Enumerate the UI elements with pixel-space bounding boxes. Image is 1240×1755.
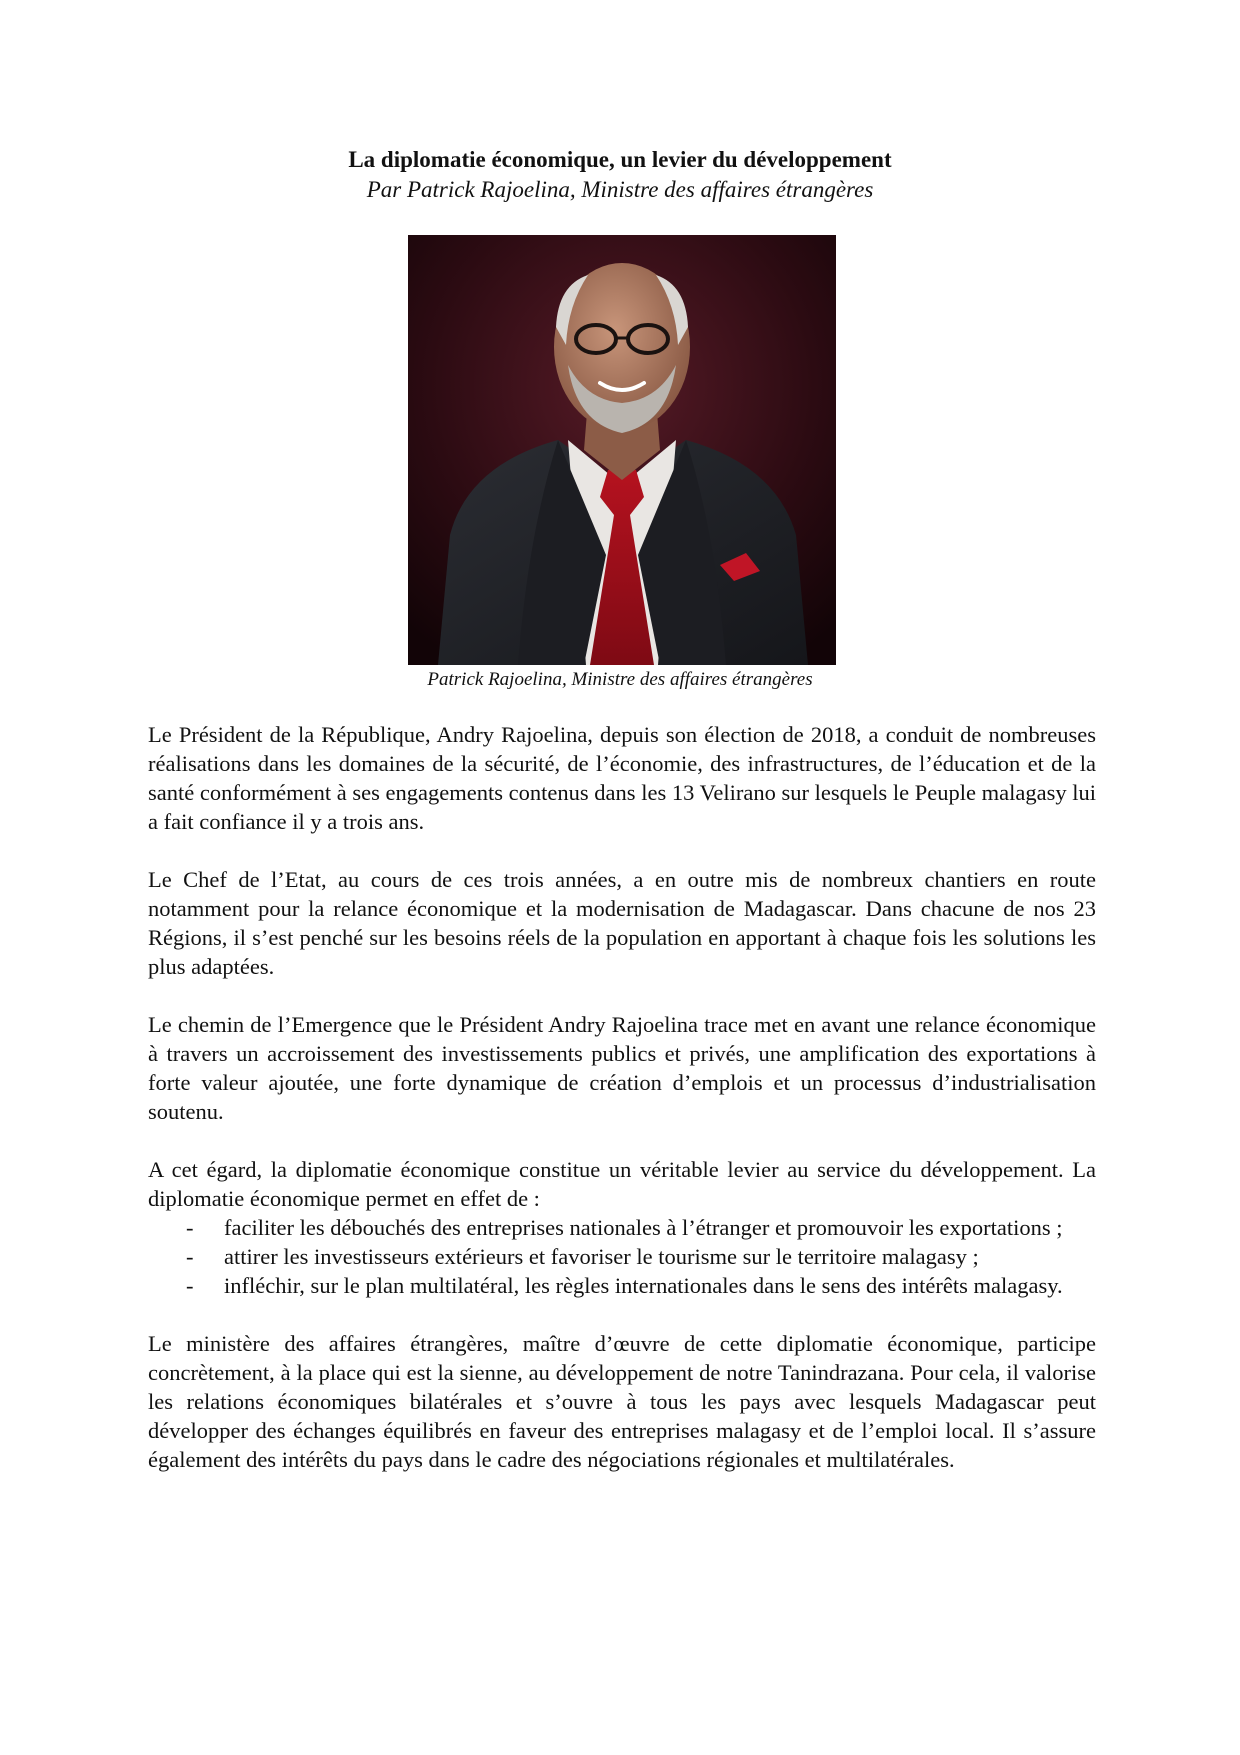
photo-caption: Patrick Rajoelina, Ministre des affaires étrangères (427, 669, 813, 690)
document-byline: Par Patrick Rajoelina, Ministre des affaires étrangères (366, 177, 874, 202)
closing-paragraph: Le ministère des affaires étrangères, maître d’œuvre de cette diplomatie économique, participe concrètement, à la place qui est la sienne, au développement de notre Tanindrazana. Pour cela, il valorise les relations économiques bilatérales et s’ouvre à tous les pays avec lesquels Madagascar peut développer des échanges équilibrés en faveur des entreprises malagasy et de l’emploi local. Il s’assure également des intérêts du pays dans le cadre des négociations régionales et multilatérales. (148, 1331, 1096, 1472)
list-marker: - (186, 1273, 194, 1298)
benefits-list (148, 1213, 1096, 1300)
portrait-photo (408, 235, 836, 665)
list-item (148, 1213, 1096, 1242)
paragraph-1: Le Président de la République, Andry Rajoelina, depuis son élection de 2018, a conduit de nombreuses réalisations dans les domaines de la sécurité, de l’économie, des infrastructures, de l’éducation et de la santé conformément à ses engagements contenus dans les 13 Velirano sur lesquels le Peuple malagasy lui a fait confiance il y a trois ans. (148, 722, 1096, 834)
paragraph-3: Le chemin de l’Emergence que le Président Andry Rajoelina trace met en avant une relance économique à travers un accroissement des investissements publics et privés, une amplification des exportations à forte valeur ajoutée, une forte dynamique de création d’emplois et un processus d’industrialisation soutenu. (148, 1012, 1096, 1124)
list-item-text: infléchir, sur le plan multilatéral, les règles internationales dans le sens des intérêts malagasy. (224, 1273, 1063, 1298)
list-item-text: faciliter les débouchés des entreprises nationales à l’étranger et promouvoir les exportations ; (224, 1215, 1063, 1240)
paragraph-4: A cet égard, la diplomatie économique constitue un véritable levier au service du développement. La diplomatie économique permet en effet de : (148, 1157, 1096, 1211)
list-item (148, 1271, 1096, 1300)
list-item-text: attirer les investisseurs extérieurs et favoriser le tourisme sur le territoire malagasy ; (224, 1244, 979, 1269)
list-marker: - (186, 1215, 194, 1240)
paragraph-2: Le Chef de l’Etat, au cours de ces trois années, a en outre mis de nombreux chantiers en route notamment pour la relance économique et la modernisation de Madagascar. Dans chacune de nos 23 Régions, il s’est penché sur les besoins réels de la population en apportant à chaque fois les solutions les plus adaptées. (148, 867, 1096, 979)
list-item (148, 1242, 1096, 1271)
document-title: La diplomatie économique, un levier du développement (348, 147, 892, 172)
portrait-illustration (408, 235, 836, 665)
list-marker: - (186, 1244, 194, 1269)
article-body (148, 720, 1096, 1503)
